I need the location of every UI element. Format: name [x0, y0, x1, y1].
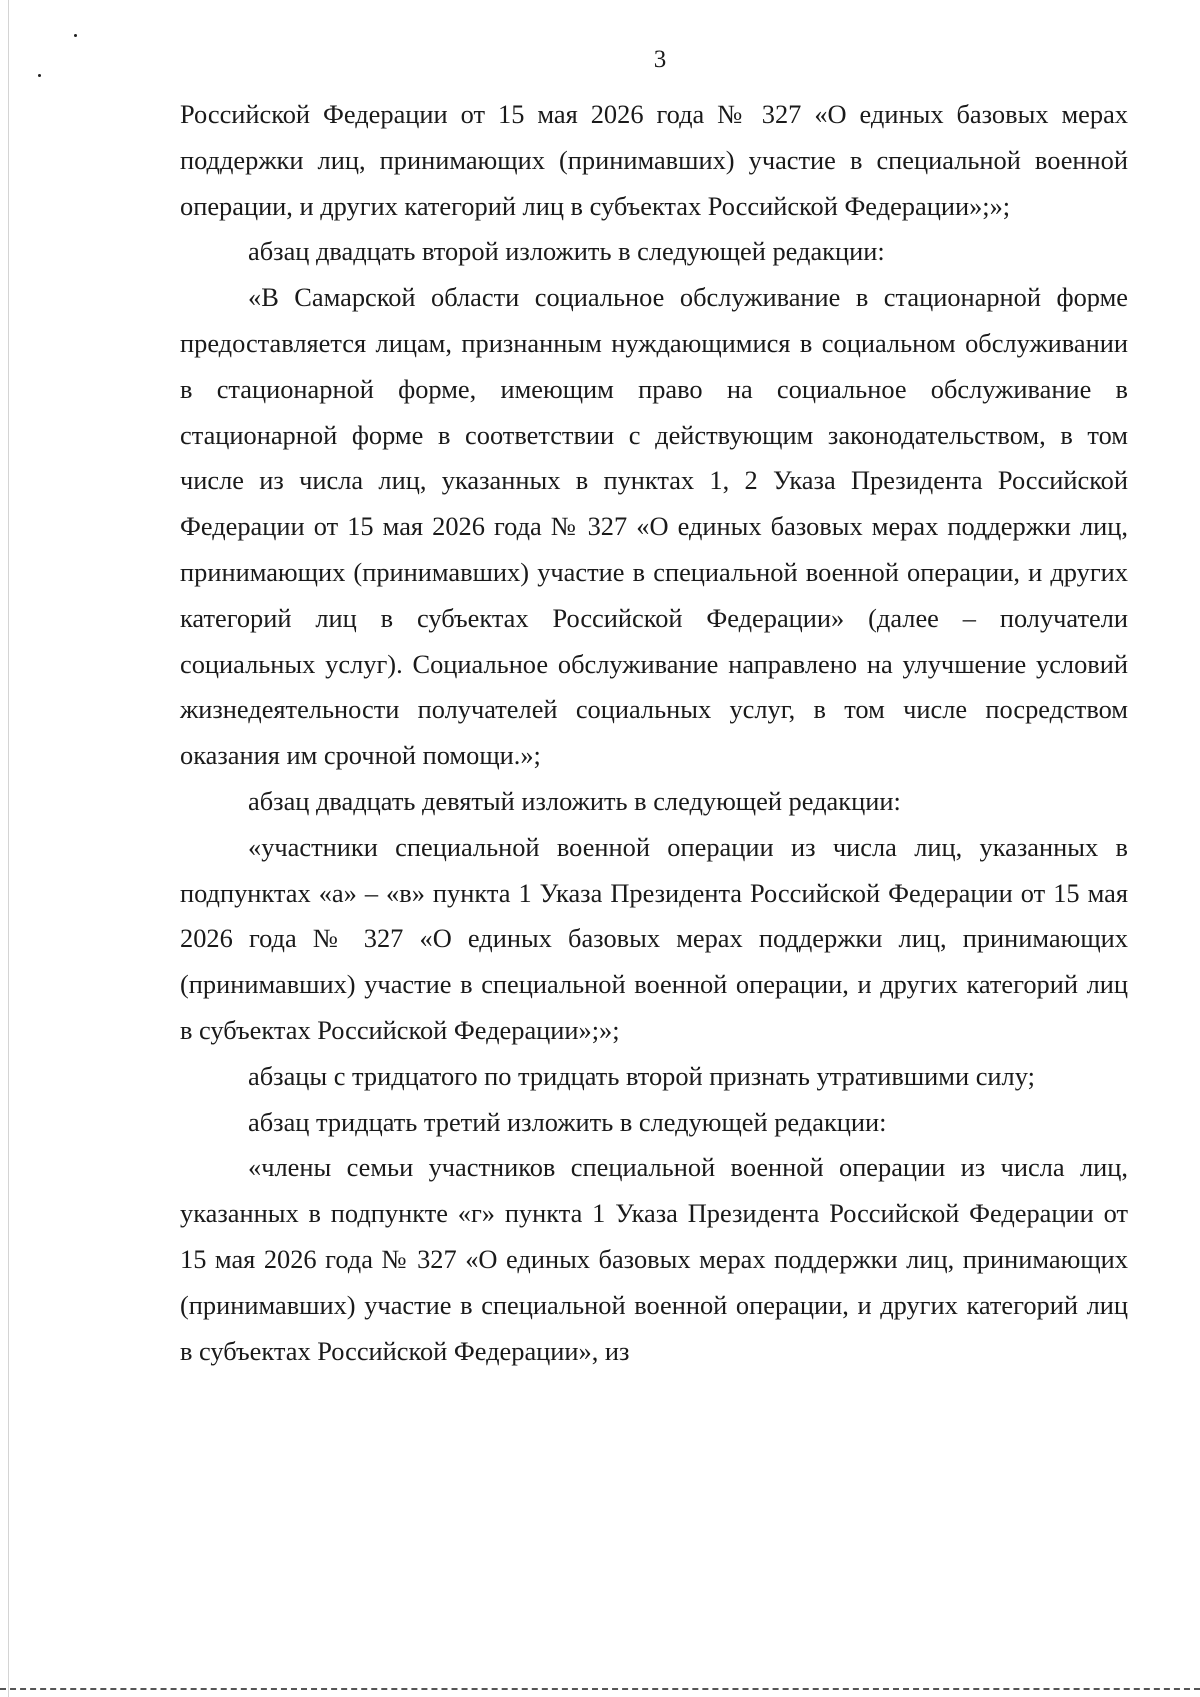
page-number: 3 — [653, 46, 667, 73]
paragraph: абзац тридцать третий изложить в следующей редакции: — [248, 1106, 887, 1137]
paragraph: «В Самарской области социальное обслуживание в стационарной форме предоставляется лицам, признанным нуждающимися в социальном обслуживании в стационарной форме, имеющим право на социальное обслуживание в стационарной форме в соответствии с действующим законодательством, в том числе из числа лиц, указанных в пунктах 1, 2 Указа Президента Российской Федерации от 15 мая 2026 года № 327 «О единых базовых мерах поддержки лиц, принимающих (принимавших) участие в специальной военной операции, и других категорий лиц в субъектах Российской Федерации» (далее – получатели социальных услуг). Социальное обслуживание направлено на улучшение условий жизнедеятельности получателей социальных услуг, в том числе посредством оказания им срочной помощи.»; — [180, 282, 1128, 771]
paragraph: Российской Федерации от 15 мая 2026 года № 327 «О единых базовых мерах поддержки лиц, принимающих (принимавших) участие в специальной военной операции, и других категорий лиц в субъектах Российской Федерации»;»; — [180, 99, 1128, 221]
scan-bottom-edge — [0, 1688, 1200, 1690]
paragraph: «члены семьи участников специальной военной операции из числа лиц, указанных в подпункте «г» пункта 1 Указа Президента Российской Федерации от 15 мая 2026 года № 327 «О единых базовых мерах поддержки лиц, принимающих (принимавших) участие в специальной военной операции, и других категорий лиц в субъектах Российской Федерации», из — [180, 1152, 1128, 1366]
scan-edge-line — [8, 0, 9, 1697]
paragraph: абзацы с тридцатого по тридцать второй признать утратившими силу; — [248, 1060, 1035, 1091]
scan-speck — [74, 34, 77, 37]
paragraph: абзац двадцать девятый изложить в следующей редакции: — [248, 785, 901, 816]
paragraph: «участники специальной военной операции из числа лиц, указанных в подпунктах «а» – «в» пункта 1 Указа Президента Российской Федерации от 15 мая 2026 года № 327 «О единых базовых мерах поддержки лиц, принимающих (принимавших) участие в специальной военной операции, и других категорий лиц в субъектах Российской Федерации»;»; — [180, 831, 1128, 1045]
paragraph: абзац двадцать второй изложить в следующей редакции: — [248, 236, 885, 267]
scan-speck — [38, 74, 41, 77]
document-body — [180, 92, 1128, 1374]
